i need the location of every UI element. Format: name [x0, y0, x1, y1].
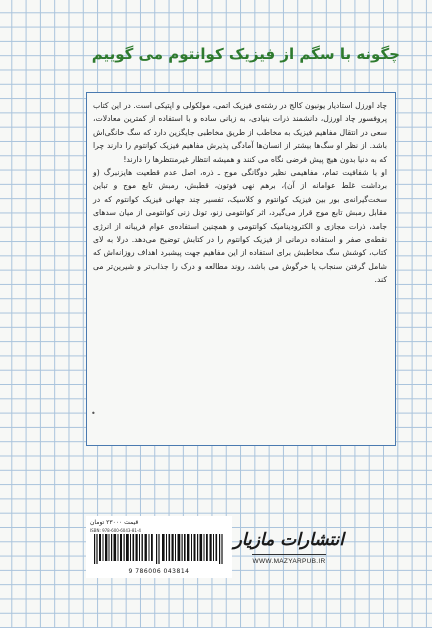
blurb-paragraph-1: چاد اورزل استادیار یونیون کالج در رشته‌ی فیزیک اتمی، مولکولی و اپتیکی است. در این کتاب پروفسور چاد اورزل، دانشمند ذرات بنیادی، به زبانی ساده و با استفاده از کمترین معادلات، سعی در انتقال مفاهیم فیزیک به مخاطب از طریق مخاطبی جایگزین دارد که سگ خانگی‌اش باشد. از نظر او سگ‌ها بیشتر از انسان‌ها آمادگی پذیرش مفاهیم فیزیک کوانتوم را دارند چرا که به دنیا بدون هیچ پیش فرضی نگاه می کنند و همیشه انتظار غیرمنتظرها را دارند!	[93, 101, 387, 164]
barcode-box	[86, 516, 232, 578]
book-title: چگونه با سگم از فیزیک کوانتوم می گوییم	[91, 45, 400, 63]
blurb-paragraph-2: او با شفافیت تمام، مفاهیمی نظیر دوگانگی موج ـ ذره، اصل عدم قطعیت هایزنبرگ (و برداشت غلط عوامانه از آن)، برهم نهی فوتون، قطبش، رمبش تابع موج و تباین سخت‌گیرانه‌ی بور بین فیزیک کوانتوم و کلاسیک، تفسیر چند جهانی فیزیک کوانتوم که در مقابل رمبش تابع موج قرار می‌گیرد، اثر کوانتومی زنو، تونل زنی کوانتومی از میان سدهای جامد، ذرات مجازی و الکترودینامیک کوانتومی و همچنین استفاده‌ی عوام فریبانه از انرژی نقطه‌ی صفر و استفاده درمانی از فیزیک کوانتوم را در کتابش توضیح می‌دهد. درلا به لای کتاب، کوشش سگ مخاطبش برای استفاده از این مفاهیم جهت پیشبرد اهداف روزانه‌اش که شامل گرفتن سنجاب یا خرگوش می باشد، روند مطالعه و درک را جذاب‌تر و شیرین‌تر می کند.	[93, 168, 387, 285]
price-label: قیمت ۲۳۰۰۰ تومان	[90, 519, 139, 526]
publisher-url: WWW.MAZYARPUB.IR	[252, 558, 326, 565]
barcode-icon	[90, 534, 228, 564]
blurb-box	[86, 92, 396, 446]
isbn-label: ISBN: 978-600-6043-81-4	[90, 528, 141, 533]
bullet-mark: •	[91, 409, 96, 418]
barcode-number: 9 786006 043814	[128, 568, 190, 575]
logo-divider	[252, 554, 326, 555]
blurb-text	[93, 99, 387, 287]
publisher-logo: انتشارات مازیار	[233, 530, 344, 550]
